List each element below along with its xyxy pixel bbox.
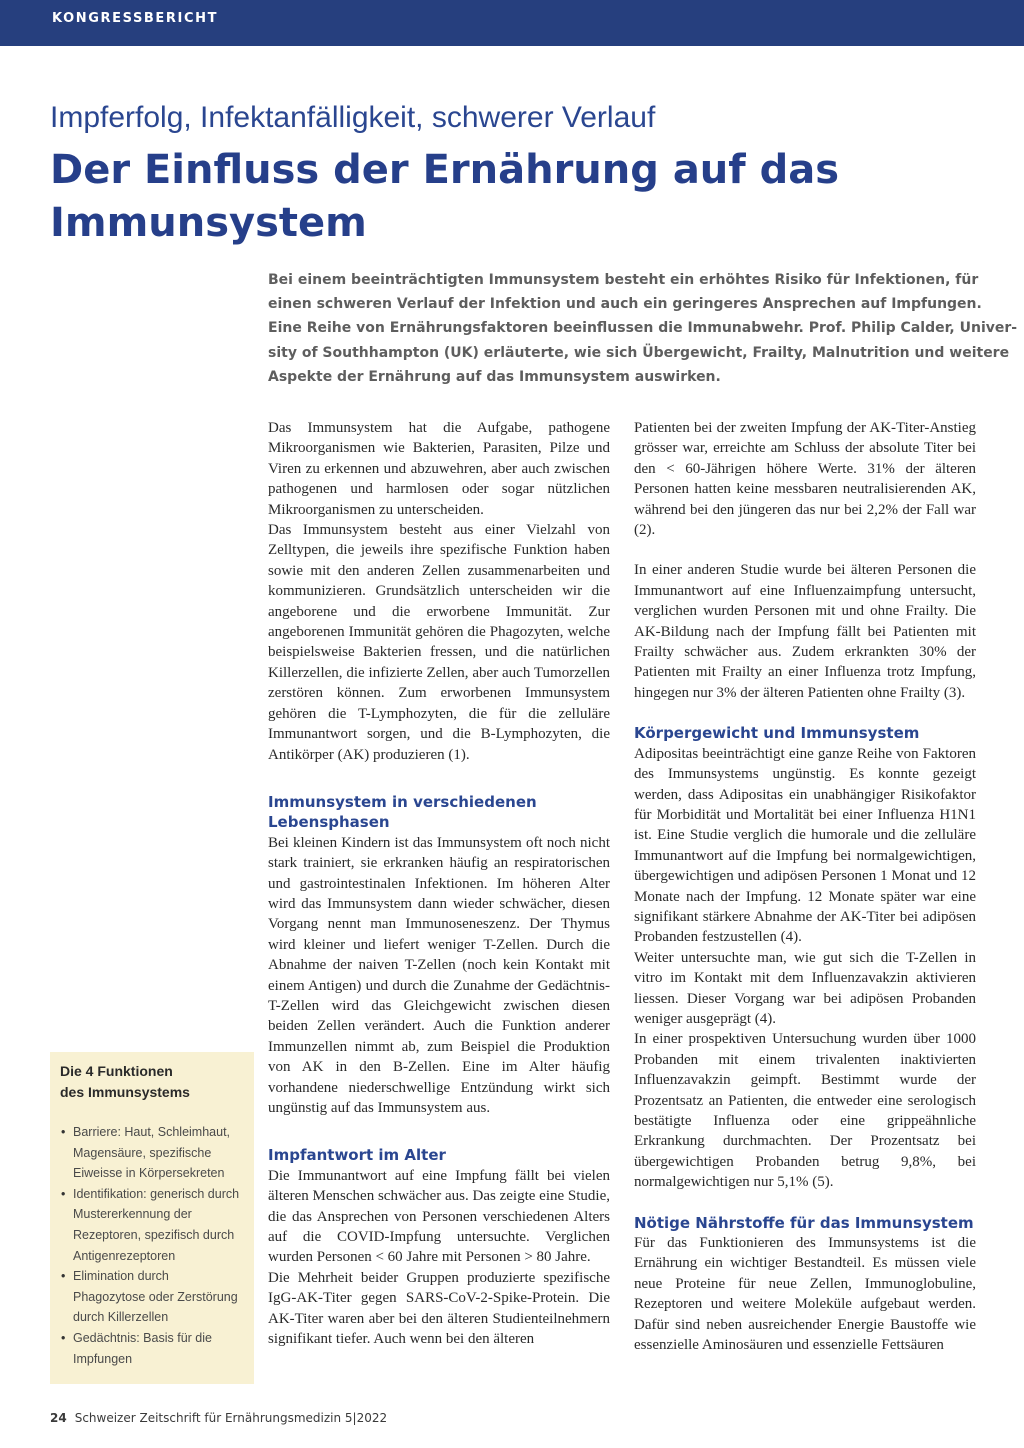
section-heading-line: Lebensphasen	[268, 813, 390, 832]
lead-line: Aspekte der Ernährung auf das Immunsystem auswirken.	[268, 368, 721, 385]
body-paragraph: Für das Funktionieren des Immunsystems ist die Ernährung ein wichtiger Bestandteil. Es müssen viele neue Proteine für neue Zellen, Immunoglobuline, Rezeptoren und weitere Moleküle aufgebaut werden. Dafür sind neben ausreichender Energie Baustoffe wie essenzielle Aminosäuren und essenzielle Fettsäuren	[634, 1235, 976, 1354]
info-box-item: • Barriere: Haut, Schleimhaut, Magensäure, spezifische Eiweisse in Körpersekreten	[60, 1122, 244, 1184]
page-footer	[50, 1411, 387, 1425]
body-paragraph: Adipositas beeinträchtigt eine ganze Reihe von Faktoren des Immunsystems ungünstig. Es konnte gezeigt werden, dass Adipositas ein unabhängiger Risikofaktor für Morbidität und Mortalität bei einer Influenza H1N1 ist. Eine Studie verglich die humorale und die zelluläre Immunantwort auf die Impfung bei normalgewichtigen, übergewichtigen und adipösen Personen 1 Monat und 12 Monate nach der Impfung. 12 Monate später war eine signifikant stärkere Abnahme der AK-Titer bei adipösen Probanden festzustellen (4).	[634, 745, 976, 946]
lead-line: einen schweren Verlauf der Infektion und auch ein geringeres Ansprechen auf Impfungen.	[268, 296, 982, 313]
body-paragraph: Weiter untersuchte man, wie gut sich die T-Zellen in vitro im Kontakt mit dem Influenzavakzin aktivieren liessen. Dieser Vorgang war bei adipösen Probanden weniger ausgeprägt (4).	[634, 949, 976, 1027]
body-paragraph: In einer prospektiven Untersuchung wurden über 1000 Probanden mit einem trivalenten inaktivierten Influenzavakzin geimpft. Bestimmt wurde der Prozentsatz an Patienten, die entweder eine serologisch bestätigte Influenza oder eine grippeähnliche Erkrankung durchmachten. Der Prozentsatz bei übergewichtigen Probanden betrug 9,8%, bei normalgewichtigen nur 5,1% (5).	[634, 1031, 976, 1191]
body-column-right	[634, 418, 976, 1355]
article-title-line: Immunsystem	[50, 200, 367, 246]
info-box-item: • Gedächtnis: Basis für die Impfungen	[60, 1328, 244, 1369]
body-paragraph: Die Mehrheit beider Gruppen produzierte spezifische IgG-AK-Titer gegen SARS-CoV-2-Spike-Protein. Die AK-Titer waren aber bei den älteren Studienteilnehmern signifikant tiefer. Auch wenn bei den älteren	[268, 1269, 610, 1348]
section-heading-line: Immunsystem in verschiedenen	[268, 792, 537, 811]
page-number: 24	[50, 1411, 67, 1425]
lead-line: sity of Southhampton (UK) erläuterte, wie sich Übergewicht, Frailty, Malnutrition und weitere	[268, 344, 1010, 361]
body-paragraph: Das Immunsystem besteht aus einer Vielzahl von Zelltypen, die jeweils ihre spezifische Funktion haben sowie mit den anderen Zellen zusammenarbeiten und kommunizieren. Grundsätzlich unterscheiden wir die angeborene und die erworbene Immunität. Zur angeborenen Immunität gehören die Phagozyten, welche beispielsweise Bakterien fressen, und die natürlichen Killerzellen, die infizierte Zellen, aber auch Tumorzellen zerstören können. Zum erworbenen Immunsystem gehören die T-Lymphozyten, die für die zelluläre Immunantwort sorgen, und die B-Lymphozyten, die Antikörper (AK) produzieren (1).	[268, 522, 610, 763]
info-box-item: • Elimination durch Phagozytose oder Zerstörung durch Killerzellen	[60, 1266, 244, 1328]
info-box-list	[60, 1122, 244, 1369]
body-paragraph: Das Immunsystem hat die Aufgabe, pathogene Mikroorganismen wie Bakterien, Parasiten, Pilze und Viren zu erkennen und abzuwehren, aber auch zwischen pathogenen und harmlosen oder sogar nützlichen Mikroorganismen zu unterscheiden.	[268, 420, 610, 518]
section-heading-koerpergewicht: Körpergewicht und Immunsystem	[634, 724, 920, 743]
body-paragraph: Die Immunantwort auf eine Impfung fällt bei vielen älteren Menschen schwächer aus. Das zeigte eine Studie, die das Ansprechen von Personen verschiedenen Alters auf die COVID-Impfung untersuchte. Verglichen wurden Personen < 60 Jahre mit Personen > 80 Jahre.	[268, 1167, 610, 1266]
section-header-bar	[0, 0, 1024, 46]
lead-line: Eine Reihe von Ernährungsfaktoren beeinflussen die Immunabwehr. Prof. Philip Calder, Univer-	[268, 320, 1018, 337]
journal-name: Schweizer Zeitschrift für Ernährungsmedizin 5|2022	[74, 1411, 388, 1425]
section-label: KONGRESSBERICHT	[52, 11, 219, 26]
info-box-title	[60, 1061, 244, 1103]
article-title	[50, 144, 990, 250]
body-paragraph: Bei kleinen Kindern ist das Immunsystem oft noch nicht stark trainiert, sie erkranken häufig an respiratorischen und gastrointestinalen Infektionen. Im höheren Alter wird das Immunsystem dann wieder schwächer, diesen Vorgang nennt man Immunoseneszenz. Der Thymus wird kleiner und liefert weniger T-Zellen. Durch die Abnahme der naiven T-Zellen (noch kein Kontakt mit einem Antigen) und durch die Zunahme der Gedächtnis-T-Zellen wird das Gleichgewicht zwischen diesen beiden Zellen verändert. Auch die Funktion anderer Immunzellen nimmt ab, zum Beispiel die Produktion von AK in den B-Zellen. Eine im Alter häufig vorhandene niederschwellige Entzündung wirkt sich ungünstig auf das Immunsystem aus.	[268, 834, 610, 1116]
info-box-title-line: Die 4 Funktionen	[60, 1063, 173, 1079]
article-lead	[268, 268, 1018, 389]
section-heading-naehrstoffe: Nötige Nährstoffe für das Immunsystem	[634, 1213, 974, 1232]
body-paragraph: In einer anderen Studie wurde bei älteren Personen die Immunantwort auf eine Influenzaimpfung untersucht, verglichen wurden Personen mit und ohne Frailty. Die AK-Bildung nach der Impfung fällt bei Patienten mit Frailty schwächer aus. Zudem erkrankten 30% der Patienten mit Frailty an einer Influenza trotz Impfung, hingegen nur 3% der älteren Patienten ohne Frailty (3).	[634, 562, 976, 701]
article-title-line: Der Einfluss der Ernährung auf das	[50, 147, 840, 193]
info-box-title-line: des Immunsystems	[60, 1084, 190, 1100]
section-heading-impfantwort: Impfantwort im Alter	[268, 1146, 446, 1165]
section-heading-lebensphasen	[268, 792, 610, 833]
info-box-immune-functions	[50, 1052, 254, 1384]
article-kicker: Impferfolg, Infektanfälligkeit, schwerer Verlauf	[50, 101, 656, 134]
info-box-item: • Identifikation: generisch durch Mustererkennung der Rezeptoren, spezifisch durch Antigenrezeptoren	[60, 1184, 244, 1266]
body-paragraph: Patienten bei der zweiten Impfung der AK-Titer-Anstieg grösser war, erreichte am Schluss der absolute Titer bei den < 60-Jährigen höhere Werte. 31% der älteren Personen hatten keine messbaren neutralisierenden AK, während bei den jüngeren das nur bei 2,2% der Fall war (2).	[634, 420, 976, 539]
lead-line: Bei einem beeinträchtigten Immunsystem besteht ein erhöhtes Risiko für Infektionen, für	[268, 272, 979, 288]
body-column-left	[268, 418, 610, 1349]
